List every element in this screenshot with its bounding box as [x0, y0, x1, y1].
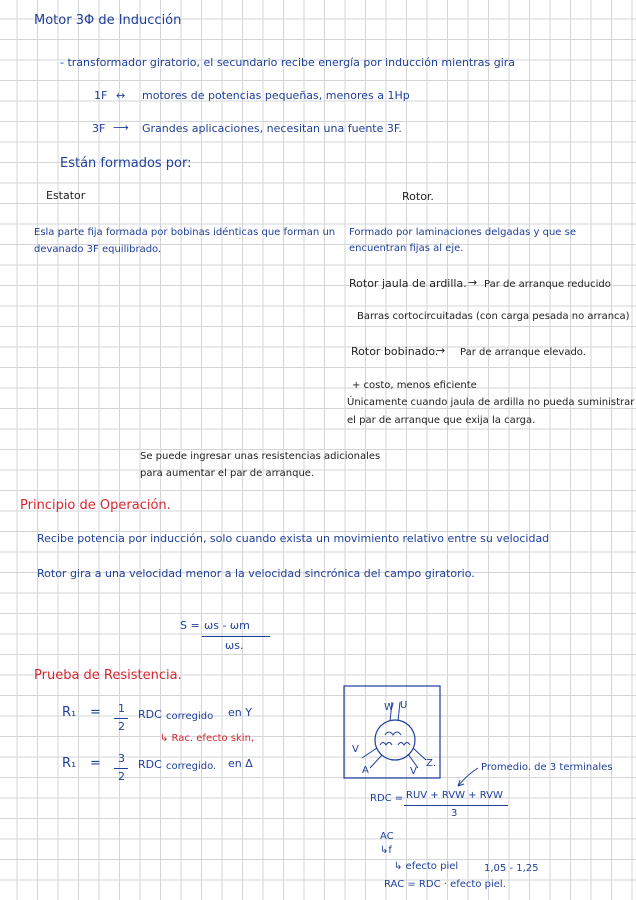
resistances-line-1: Se puede ingresar unas resistencias adicionales [140, 451, 381, 462]
rdc-numerator: RUV + RVW + RVW [406, 790, 503, 801]
rotor-squirrel-torque: Par de arranque reducido [484, 279, 611, 290]
stator-line-2: devanado 3F equilibrado. [34, 244, 162, 255]
terminal-v1-label: V [352, 744, 359, 755]
eq1-rdc: RDC [138, 708, 162, 721]
type-1f-label: 1F [94, 89, 108, 102]
type-3f-arrow: ⟶ [113, 121, 129, 134]
type-3f-label: 3F [92, 122, 106, 135]
resistance-heading: Prueba de Resistencia. [34, 668, 182, 683]
eq2-numerator: 3 [118, 752, 125, 765]
eq1-numerator: 1 [118, 702, 125, 715]
type-1f-arrow: ↔ [116, 89, 126, 102]
rotor-only-line-1: Únicamente cuando jaula de ardilla no pueda suministrar [347, 397, 635, 408]
principle-heading: Principio de Operación. [20, 498, 171, 513]
eq2-corrected: corregido. [166, 761, 217, 772]
eq2-lhs: R₁ [62, 756, 77, 771]
formed-by: Están formados por: [60, 156, 192, 171]
average-label: Promedio. de 3 terminales [481, 762, 613, 773]
eq1-connection: en Y [228, 706, 252, 719]
eq1-denominator: 2 [118, 720, 125, 733]
rotor-squirrel: Rotor jaula de ardilla. [349, 277, 467, 290]
slip-lhs: S = [180, 619, 200, 632]
eq1-note: ↳ Rac. efecto skin, [160, 733, 255, 744]
slip-denominator: ωs. [225, 639, 244, 652]
f-label: ↳f [380, 845, 392, 856]
eq2-denominator: 2 [118, 770, 125, 783]
principle-line-1: Recibe potencia por inducción, solo cuando exista un movimiento relativo entre su velocidad [37, 532, 550, 545]
terminal-a-label: A [362, 765, 369, 776]
rotor-wound-torque: Par de arranque elevado. [460, 347, 586, 358]
eq2-rdc: RDC [138, 758, 162, 771]
stator-heading: Estator [46, 189, 86, 202]
eq2-connection: en Δ [228, 757, 253, 770]
terminal-z-label: Z. [426, 758, 437, 769]
eq1-equals: = [90, 705, 101, 720]
terminal-w-label: W [384, 702, 394, 713]
rotor-line-1: Formado por laminaciones delgadas y que se [349, 227, 576, 238]
rotor-cost: + costo, menos eficiente [352, 380, 477, 391]
page-title: Motor 3Φ de Inducción [34, 13, 182, 28]
eq1-lhs: R₁ [62, 705, 77, 720]
terminal-v2-label: V [410, 766, 417, 777]
rac-formula: RAC = RDC · efecto piel. [384, 879, 506, 890]
slip-numerator: ωs - ωm [204, 619, 250, 632]
rotor-bars: Barras cortocircuitadas (con carga pesada no arranca) [357, 311, 630, 322]
rotor-wound-arrow: → [436, 344, 446, 357]
type-1f-text: motores de potencias pequeñas, menores a 1Hp [142, 89, 410, 102]
rotor-only-line-2: el par de arranque que exija la carga. [347, 415, 536, 426]
stator-line-1: Esla parte fija formada por bobinas idénticas que forman un [34, 227, 336, 238]
intro-line: - transformador giratorio, el secundario recibe energía por inducción mientras gira [60, 56, 516, 69]
rdc-fraction-bar [404, 805, 508, 806]
rotor-line-2: encuentran fijas al eje. [349, 243, 464, 254]
type-3f-text: Grandes aplicaciones, necesitan una fuente 3F. [142, 122, 402, 135]
skin-effect: ↳ efecto piel [394, 861, 459, 872]
ac-label: AC [380, 831, 394, 842]
rotor-heading: Rotor. [402, 190, 434, 203]
principle-line-2: Rotor gira a una velocidad menor a la velocidad sincrónica del campo giratorio. [37, 567, 475, 580]
rdc-lhs: RDC = [370, 793, 404, 804]
eq1-corrected: corregido [166, 711, 214, 722]
skin-range: 1,05 - 1,25 [484, 863, 539, 874]
terminal-u-label: U [400, 700, 408, 711]
eq2-equals: = [90, 756, 101, 771]
rotor-squirrel-arrow: → [468, 276, 478, 289]
rotor-wound: Rotor bobinado. [351, 345, 439, 358]
resistances-line-2: para aumentar el par de arranque. [140, 468, 315, 479]
rdc-denominator: 3 [451, 808, 458, 819]
